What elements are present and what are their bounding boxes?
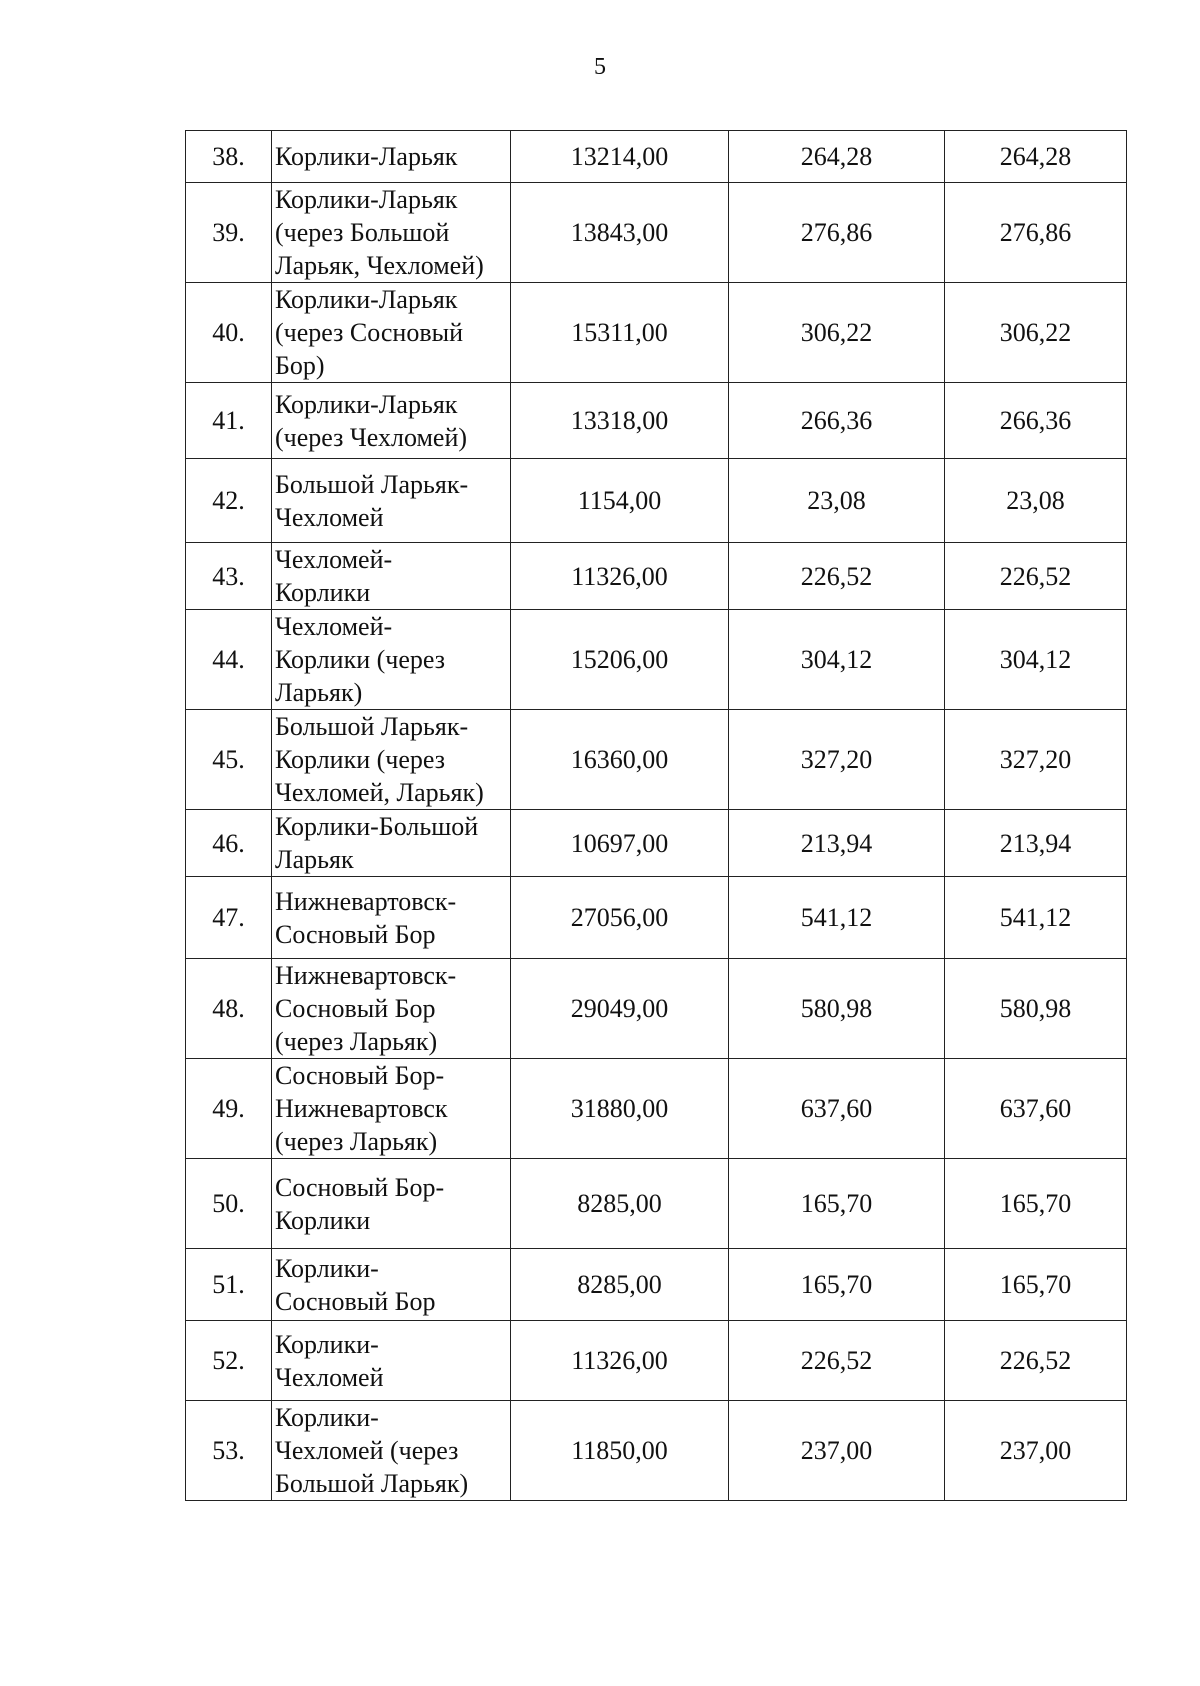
- rate-b-cell: 213,94: [945, 810, 1127, 877]
- route-name-cell: Нижневартовск- Сосновый Бор: [272, 877, 511, 959]
- distance-cell: 11326,00: [511, 543, 729, 610]
- rate-a-cell: 264,28: [729, 131, 945, 183]
- distance-cell: 13843,00: [511, 183, 729, 283]
- table-row: [186, 710, 1127, 810]
- rate-a-cell: 165,70: [729, 1159, 945, 1249]
- distance-cell: 8285,00: [511, 1159, 729, 1249]
- distance-cell: 8285,00: [511, 1249, 729, 1321]
- row-number-cell: 53.: [186, 1401, 272, 1501]
- route-name-cell: Сосновый Бор- Нижневартовск (через Ларьяк): [272, 1059, 511, 1159]
- distance-cell: 10697,00: [511, 810, 729, 877]
- rate-b-cell: 237,00: [945, 1401, 1127, 1501]
- rate-a-cell: 237,00: [729, 1401, 945, 1501]
- rate-b-cell: 23,08: [945, 459, 1127, 543]
- distance-cell: 11326,00: [511, 1321, 729, 1401]
- route-rates-table: [185, 130, 1127, 1501]
- table-row: [186, 610, 1127, 710]
- route-name-cell: Корлики-Ларьяк (через Чехломей): [272, 383, 511, 459]
- rate-a-cell: 23,08: [729, 459, 945, 543]
- table-row: [186, 131, 1127, 183]
- rate-a-cell: 541,12: [729, 877, 945, 959]
- row-number-cell: 49.: [186, 1059, 272, 1159]
- rate-a-cell: 266,36: [729, 383, 945, 459]
- table-row: [186, 459, 1127, 543]
- rate-a-cell: 304,12: [729, 610, 945, 710]
- route-name-cell: Корлики- Сосновый Бор: [272, 1249, 511, 1321]
- rate-b-cell: 266,36: [945, 383, 1127, 459]
- row-number-cell: 48.: [186, 959, 272, 1059]
- rate-a-cell: 637,60: [729, 1059, 945, 1159]
- route-name-cell: Большой Ларьяк- Корлики (через Чехломей, Ларьяк): [272, 710, 511, 810]
- route-name-cell: Сосновый Бор- Корлики: [272, 1159, 511, 1249]
- table-row: [186, 810, 1127, 877]
- distance-cell: 29049,00: [511, 959, 729, 1059]
- route-name-cell: Нижневартовск- Сосновый Бор (через Ларьяк): [272, 959, 511, 1059]
- row-number-cell: 44.: [186, 610, 272, 710]
- row-number-cell: 51.: [186, 1249, 272, 1321]
- rate-b-cell: 226,52: [945, 543, 1127, 610]
- rate-b-cell: 226,52: [945, 1321, 1127, 1401]
- rate-a-cell: 226,52: [729, 1321, 945, 1401]
- distance-cell: 11850,00: [511, 1401, 729, 1501]
- distance-cell: 13214,00: [511, 131, 729, 183]
- rate-b-cell: 165,70: [945, 1249, 1127, 1321]
- route-name-cell: Корлики-Большой Ларьяк: [272, 810, 511, 877]
- rate-b-cell: 165,70: [945, 1159, 1127, 1249]
- distance-cell: 13318,00: [511, 383, 729, 459]
- row-number-cell: 42.: [186, 459, 272, 543]
- route-name-cell: Корлики-Ларьяк (через Сосновый Бор): [272, 283, 511, 383]
- table-row: [186, 283, 1127, 383]
- rate-b-cell: 327,20: [945, 710, 1127, 810]
- row-number-cell: 38.: [186, 131, 272, 183]
- table-row: [186, 1059, 1127, 1159]
- rate-a-cell: 165,70: [729, 1249, 945, 1321]
- rate-b-cell: 304,12: [945, 610, 1127, 710]
- table-row: [186, 877, 1127, 959]
- row-number-cell: 40.: [186, 283, 272, 383]
- row-number-cell: 46.: [186, 810, 272, 877]
- route-name-cell: Корлики-Ларьяк (через Большой Ларьяк, Чехломей): [272, 183, 511, 283]
- row-number-cell: 39.: [186, 183, 272, 283]
- table-row: [186, 543, 1127, 610]
- table-row: [186, 1401, 1127, 1501]
- rate-b-cell: 264,28: [945, 131, 1127, 183]
- table-body: [186, 131, 1127, 1501]
- rate-b-cell: 541,12: [945, 877, 1127, 959]
- distance-cell: 1154,00: [511, 459, 729, 543]
- rate-b-cell: 306,22: [945, 283, 1127, 383]
- rate-a-cell: 213,94: [729, 810, 945, 877]
- rate-b-cell: 637,60: [945, 1059, 1127, 1159]
- route-name-cell: Корлики- Чехломей: [272, 1321, 511, 1401]
- table-row: [186, 1249, 1127, 1321]
- table-row: [186, 183, 1127, 283]
- distance-cell: 16360,00: [511, 710, 729, 810]
- route-name-cell: Чехломей- Корлики: [272, 543, 511, 610]
- table-row: [186, 383, 1127, 459]
- rate-a-cell: 306,22: [729, 283, 945, 383]
- rate-a-cell: 276,86: [729, 183, 945, 283]
- table-row: [186, 1321, 1127, 1401]
- row-number-cell: 41.: [186, 383, 272, 459]
- route-name-cell: Корлики- Чехломей (через Большой Ларьяк): [272, 1401, 511, 1501]
- rate-a-cell: 327,20: [729, 710, 945, 810]
- distance-cell: 15311,00: [511, 283, 729, 383]
- rate-b-cell: 276,86: [945, 183, 1127, 283]
- rate-b-cell: 580,98: [945, 959, 1127, 1059]
- distance-cell: 15206,00: [511, 610, 729, 710]
- table-row: [186, 1159, 1127, 1249]
- rate-a-cell: 226,52: [729, 543, 945, 610]
- row-number-cell: 43.: [186, 543, 272, 610]
- route-name-cell: Чехломей- Корлики (через Ларьяк): [272, 610, 511, 710]
- route-name-cell: Большой Ларьяк- Чехломей: [272, 459, 511, 543]
- row-number-cell: 47.: [186, 877, 272, 959]
- page-number: 5: [594, 54, 606, 80]
- distance-cell: 27056,00: [511, 877, 729, 959]
- table-row: [186, 959, 1127, 1059]
- distance-cell: 31880,00: [511, 1059, 729, 1159]
- rate-a-cell: 580,98: [729, 959, 945, 1059]
- row-number-cell: 52.: [186, 1321, 272, 1401]
- route-name-cell: Корлики-Ларьяк: [272, 131, 511, 183]
- row-number-cell: 50.: [186, 1159, 272, 1249]
- row-number-cell: 45.: [186, 710, 272, 810]
